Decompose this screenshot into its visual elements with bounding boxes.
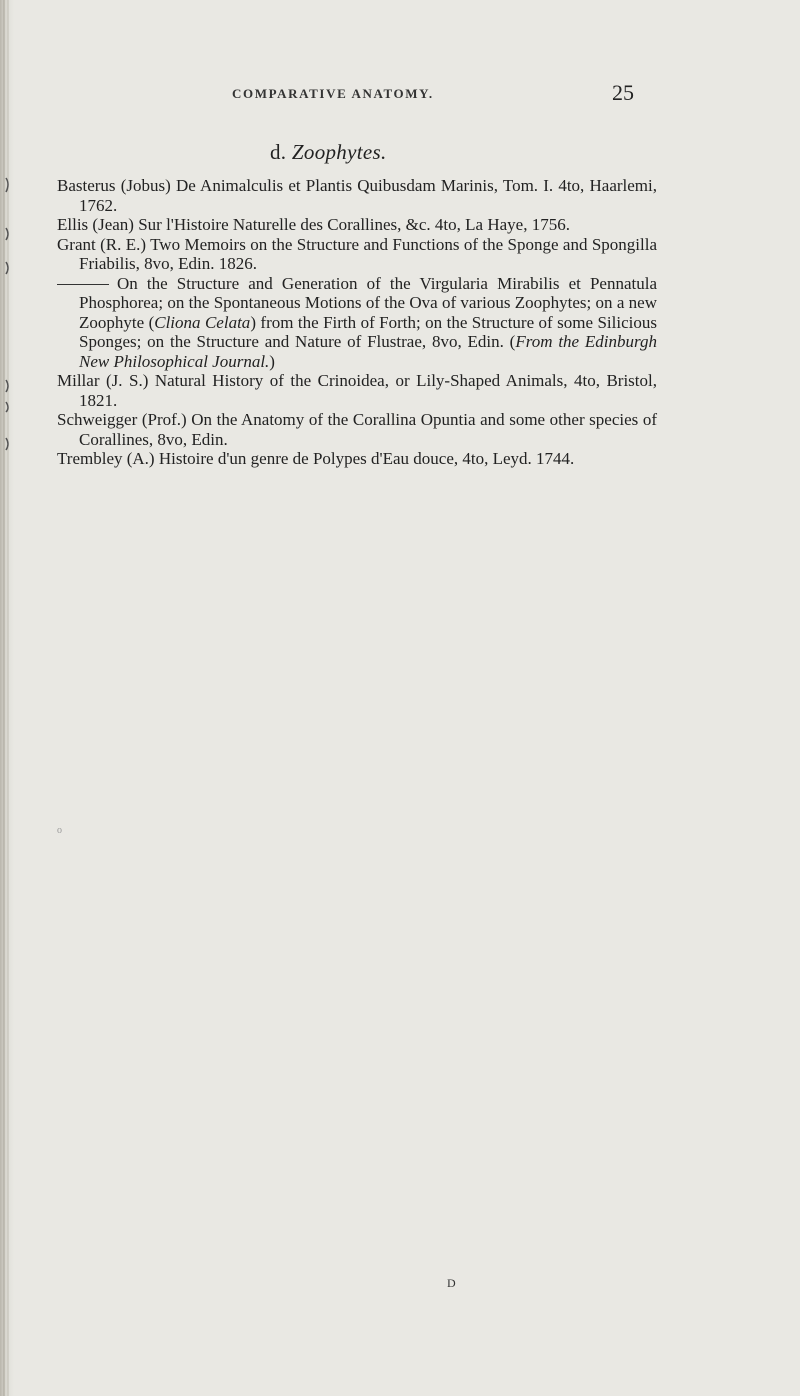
bibliography-entry: Trembley (A.) Histoire d'un genre de Polypes d'Eau douce, 4to, Leyd. 1744.: [57, 449, 575, 468]
bibliography-entry: Grant (R. E.) Two Memoirs on the Structure and Functions of the Sponge and Spongilla Friabilis, 8vo, Edin. 1826.: [57, 234, 657, 273]
bibliography-entry: Ellis (Jean) Sur l'Histoire Naturelle des Corallines, &c. 4to, La Haye, 1756.: [57, 215, 570, 234]
binding-marks: [0, 0, 12, 1396]
italic-source: From the Edinburgh New Philosophical Journal.: [79, 332, 658, 371]
bibliography-entry: Basterus (Jobus) De Animalculis et Plantis Quibusdam Marinis, Tom. I. 4to, Haarlemi, 1762.: [57, 176, 657, 215]
ditto-dash: [57, 284, 109, 285]
page-number: 25: [612, 80, 634, 105]
italic-taxon: Cliona Celata: [154, 312, 251, 332]
signature-mark: D: [447, 1276, 456, 1290]
bibliography-list: [57, 176, 657, 469]
stray-mark: o: [57, 825, 62, 836]
section-title: Zoophytes.: [291, 140, 387, 164]
bibliography-entry-continuation: On the Structure and Generation of the Virgularia Mirabilis et Pennatula Phosphorea; on the Spontaneous Motions of the Ova of various Zoophytes; on a new Zoophyte (Cliona Celata) from the Firth of Forth; on the Structure of some Silicious Sponges; on the Structure and Nature of Flustrae, 8vo, Edin. (From the Edinburgh New Philosophical Journal.): [57, 274, 657, 372]
running-header: COMPARATIVE ANATOMY.: [232, 86, 434, 101]
bibliography-entry: Schweigger (Prof.) On the Anatomy of the Corallina Opuntia and some other species of Corallines, 8vo, Edin.: [57, 410, 657, 449]
section-letter: d.: [270, 140, 287, 164]
section-heading: [270, 140, 470, 165]
bibliography-entry: Millar (J. S.) Natural History of the Crinoidea, or Lily-Shaped Animals, 4to, Bristol, 1821.: [57, 371, 657, 410]
